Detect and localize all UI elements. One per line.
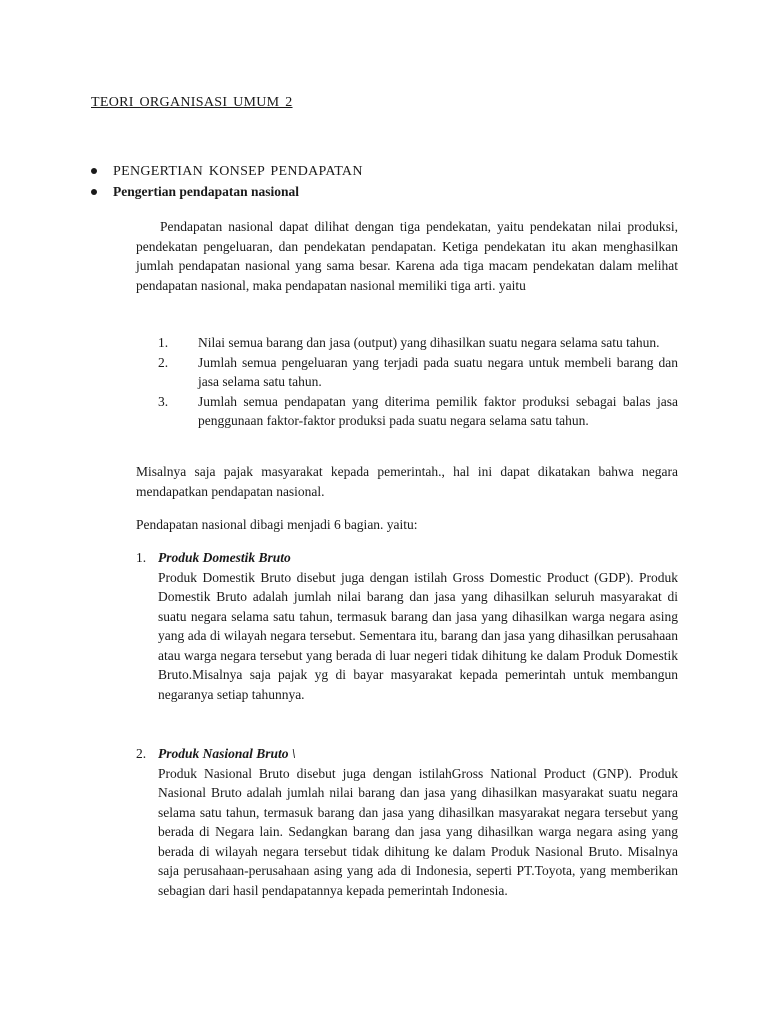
item-number: 3. <box>158 393 169 409</box>
bullet-item <box>91 181 691 202</box>
item-text: Jumlah semua pengeluaran yang terjadi pada suatu negara untuk membeli barang dan jasa selama satu tahun. <box>198 354 678 389</box>
item-text: Jumlah semua pendapatan yang diterima pemilik faktor produksi sebagai balas jasa penggunaan faktor-faktor produksi pada suatu negara selama satu tahun. <box>198 393 678 428</box>
section-number: 2. <box>136 746 147 761</box>
section-gdp <box>136 548 678 704</box>
section-body: Produk Nasional Bruto disebut juga dengan istilahGross National Product (GNP). Produk Nasional Bruto adalah jumlah nilai barang dan jasa yang dihasilkan masyarakat suatu negara selama satu tahun, termasuk barang dan jasa yang dihasilkan masyarakat negara tersebut yang berada di Negara lain. Sedangkan barang dan jasa yang dihasilkan warga negara asing yang berada di wilayah negara tersebut tidak dihitung ke dalam Produk Nasional Bruto. Misalnya saja perusahaan-perusahaan asing yang ada di Indonesia, seperti PT.Toyota, yang memberikan sebagian dari hasil pendapatannya kepada pemerintah Indonesia. <box>158 765 678 898</box>
numbered-list <box>158 333 678 431</box>
section-heading <box>136 548 678 568</box>
section-heading <box>136 744 678 764</box>
bullet-text: PENGERTIAN KONSEP PENDAPATAN <box>113 164 363 179</box>
example-paragraph: Misalnya saja pajak masyarakat kepada pemerintah., hal ini dapat dikatakan bahwa negara mendapatkan pendapatan nasional. <box>136 464 678 499</box>
section-body: Produk Domestik Bruto disebut juga dengan istilah Gross Domestic Product (GDP). Produk Domestik Bruto adalah jumlah nilai barang dan jasa yang dihasilkan seluruh masyarakat di suatu negara selama satu tahun, termasuk barang dan jasa yang dihasilkan warga negara asing yang ada di wilayah negara tersebut. Sementara itu, barang dan jasa yang dihasilkan perusahaan atau warga negara tersebut yang berada di luar negeri tidak dihitung ke dalam Produk Domestik Bruto.Misalnya saja pajak yg di bayar masyarakat kepada pemerintah untuk membangun negaranya setiap tahunnya. <box>158 569 678 702</box>
bullet-dot-icon <box>91 168 97 174</box>
document-title: TEORI ORGANISASI UMUM 2 <box>91 95 293 110</box>
division-paragraph: Pendapatan nasional dibagi menjadi 6 bagian. yaitu: <box>136 517 418 532</box>
item-number: 1. <box>158 335 169 350</box>
numbered-item <box>158 392 678 431</box>
intro-paragraph: Pendapatan nasional dapat dilihat dengan tiga pendekatan, yaitu pendekatan nilai produksi, pendekatan pengeluaran, dan pendekatan pendapatan. Ketiga pendekatan itu akan menghasilkan jumlah pendapatan nasional yang sama besar. Karena ada tiga macam pendekatan dalam melihat pendapatan nasional, maka pendapatan nasional memiliki tiga arti. yaitu <box>136 219 678 293</box>
section-heading-text: Produk Domestik Bruto <box>158 550 291 565</box>
section-number: 1. <box>136 550 147 565</box>
bullet-dot-icon <box>91 189 97 195</box>
item-text: Nilai semua barang dan jasa (output) yang dihasilkan suatu negara selama satu tahun. <box>198 335 660 350</box>
numbered-item <box>158 333 678 353</box>
bullet-list <box>91 160 691 202</box>
bullet-item <box>91 160 691 181</box>
section-gnp <box>136 744 678 900</box>
section-heading-text: Produk Nasional Bruto \ <box>158 746 296 761</box>
bullet-text: Pengertian pendapatan nasional <box>113 184 300 199</box>
numbered-item <box>158 353 678 392</box>
item-number: 2. <box>158 354 169 370</box>
